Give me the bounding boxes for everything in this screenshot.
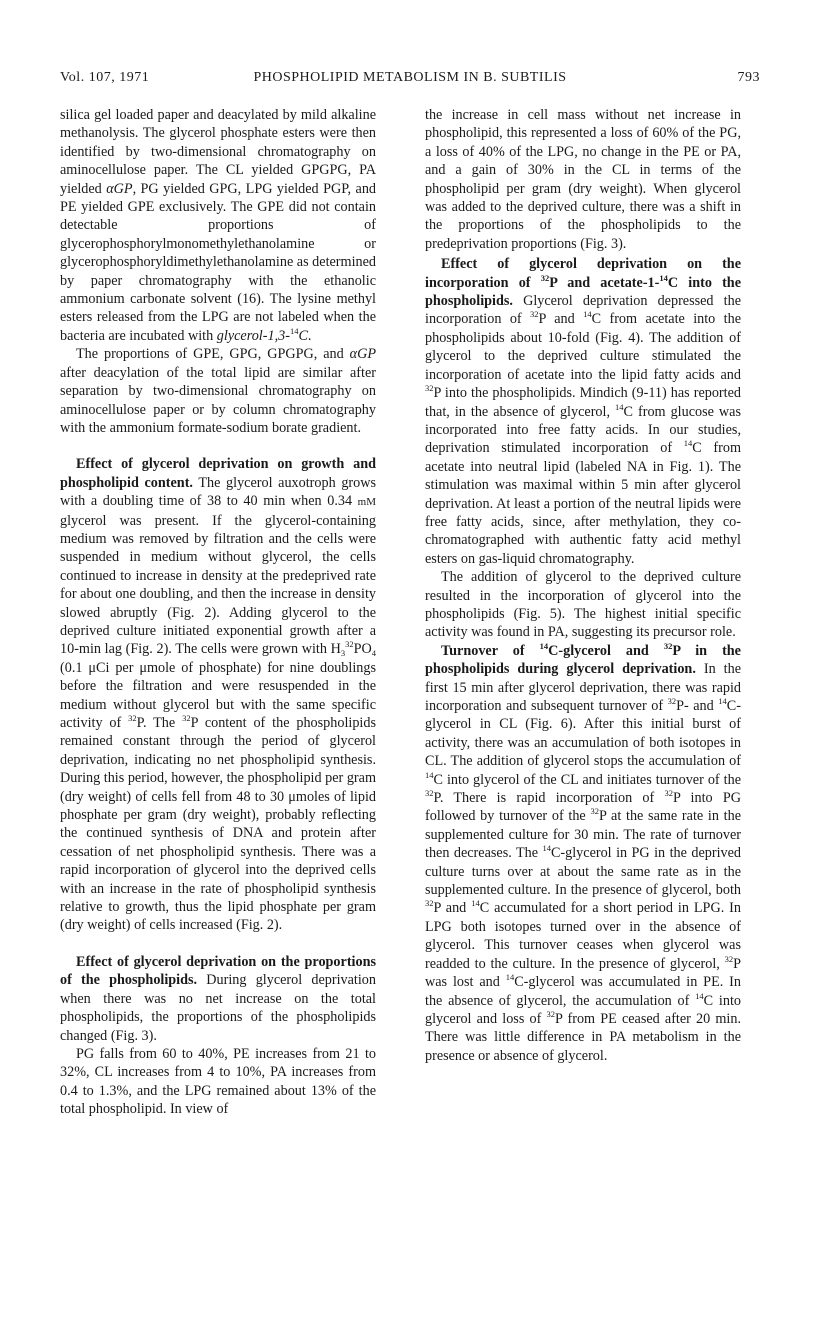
paragraph-deacylation: silica gel loaded paper and deacylated by mild alkaline methanolysis. The glycerol phosphate esters were then identified by two-dimensional chromatography on aminocellulose paper. The CL yielded GPGPG, PA yielded αGP, PG yielded GPG, LPG yielded PGP, and PE yielded GPE exclusively. The GPE did not contain detectable proportions of glycerophosphorylmonomethylethanolamine or glycerophosphoryldimethylethanolamine as determined by paper chromatography with the ethanolic ammonium carbonate solvent (16). The lysine methyl esters released from the LPG are not labeled when the bacteria are incubated with glycerol-1,3-$^{14}$C. <box>60 107 377 344</box>
section-heading-growth: Effect of glycerol deprivation on growth and phospholipid content. <box>60 456 376 491</box>
left-column <box>60 106 376 1119</box>
section-heading-proportions: Effect of glycerol deprivation on the proportions of the phospholipids. <box>60 953 376 989</box>
paragraph-pg-falls: PG falls from 60 to 40%, PE increases from 21 to 32%, CL increases from 4 to 10%, PA increases from 0.4 to 1.3%, and the LPG remained about 13% of the total phospholipid. In view of <box>60 1045 376 1118</box>
right-column <box>425 106 741 1065</box>
paragraph-proportions-deprivation: Effect of glycerol deprivation on the proportions of the phospholipids. During glycerol deprivation when there was no net increase on the total phospholipids, the proportions of the phospholipids changed (Fig. 3). <box>60 953 376 1044</box>
page-number: 793 <box>737 70 760 85</box>
paragraph-cell-mass: the increase in cell mass without net increase in phospholipid, this represented a loss of 60% of the PG, a loss of 40% of the LPG, no change in the PE or PA, and a gain of 30% in the CL in terms of the phospholipid per gram (dry weight). When glycerol was added to the deprived culture, there was a shift in the proportions of the phospholipids to the predeprivation proportions (Fig. 3). <box>425 107 741 252</box>
section-heading-incorporation: Effect of glycerol deprivation on the incorporation of $^{32}$P and acetate-1-$^{14}$C into the phospholipids. <box>425 256 741 310</box>
paragraph-turnover: Turnover of $^{14}$C-glycerol and $^{32}$P in the phospholipids during glycerol deprivation. In the first 15 min after glycerol deprivation, there was rapid incorporation and subsequent turnover of $^{32}$P- and $^{14}$C-glycerol in CL (Fig. 6). After this initial burst of activity, there was an accumulation of both isotopes in CL. The addition of glycerol stops the accumulation of $^{14}$C into glycerol of the CL and initiates turnover of the $^{32}$P. There is rapid incorporation of $^{32}$P into PG followed by turnover of the $^{32}$P at the same rate in the supplemented culture for 30 min. The rate of turnover then decreases. The $^{14}$C-glycerol in PG in the deprived culture turns over at about the same rate as in the supplemented culture. In the presence of glycerol, both $^{32}$P and $^{14}$C accumulated for a short period in LPG. In LPG both isotopes turned over in the absence of glycerol. This turnover ceases when glycerol was readded to the culture. In the presence of glycerol, $^{32}$P was lost and $^{14}$C-glycerol was accumulated in PE. In the absence of glycerol, the accumulation of $^{14}$C into glycerol and loss of $^{32}$P from PE ceased after 20 min. There was little difference in PA metabolism in the presence or absence of glycerol. <box>425 640 742 1064</box>
paragraph-proportions: The proportions of GPE, GPG, GPGPG, and αGP after deacylation of the total lipid are similar after separation by two-dimensional chromatography on aminocellulose paper or by column chromatography with the ammonium formate-sodium borate gradient. <box>60 346 376 436</box>
paragraph-growth-content: Effect of glycerol deprivation on growth and phospholipid content. The glycerol auxotroph grows with a doubling time of 38 to 40 min when 0.34 mM glycerol was present. If the glycerol-containing medium was removed by filtration and the cells were suspended in medium without glycerol, the cells continued to increase in density at the predeprived rate for about one doubling, and then the increase in density slowed abruptly (Fig. 2). Adding glycerol to the deprived culture initiated exponential growth after a 10-min lag (Fig. 2). The cells were grown with $H_3^{32}PO_4$ (0.1 μCi per μmole of phosphate) for nine doublings before the filtration and were resuspended in the medium without glycerol but with the same specific activity of $^{32}$P. The $^{32}$P content of the phospholipids remained constant through the period of glycerol deprivation, indicating no net phospholipid synthesis. During this period, however, the phospholipid per gram (dry weight) of cells fell from 48 to 30 μmoles of lipid phosphate per gram (dry weight), probably reflecting the continued synthesis of DNA and protein after cessation of net phospholipid synthesis. There was a rapid incorporation of glycerol into the deprived cells with an increase in the rate of phospholipid synthesis relative to growth, thus the lipid phosphate per gram (dry weight) of cells increased (Fig. 2). <box>60 456 376 934</box>
running-title: PHOSPHOLIPID METABOLISM IN B. SUBTILIS <box>253 70 567 85</box>
volume-year: Vol. 107, 1971 <box>60 70 150 85</box>
paragraph-glycerol-addition: The addition of glycerol to the deprived culture resulted in the incorporation of glycerol into the phospholipids (Fig. 5). The highest initial specific activity was found in PA, suggesting its precursor role. <box>425 569 741 641</box>
paragraph-incorporation: Effect of glycerol deprivation on the incorporation of $^{32}$P and acetate-1-$^{14}$C into the phospholipids. Glycerol deprivation depressed the incorporation of $^{32}$P and $^{14}$C from acetate into the phospholipids about 10-fold (Fig. 4). The addition of glycerol to the deprived culture stimulated the incorporation of acetate into the lipid fatty acids and $^{32}$P into the phospholipids. Mindich (9-11) has reported that, in the absence of glycerol, $^{14}$C from glucose was incorporated into free fatty acids. In our studies, deprivation stimulated incorporation of $^{14}$C from acetate into neutral lipid (labeled NA in Fig. 1). The stimulation was maximal within 5 min after glycerol deprivation. At least a portion of the neutral lipids were free fatty acids, since, after methylation, they co-chromatographed with authentic fatty acid methyl esters on gas-liquid chromatography. <box>425 256 742 567</box>
section-heading-turnover: Turnover of $^{14}$C-glycerol and $^{32}$P in the phospholipids during glycerol deprivation. <box>425 640 741 678</box>
running-header <box>60 70 760 92</box>
